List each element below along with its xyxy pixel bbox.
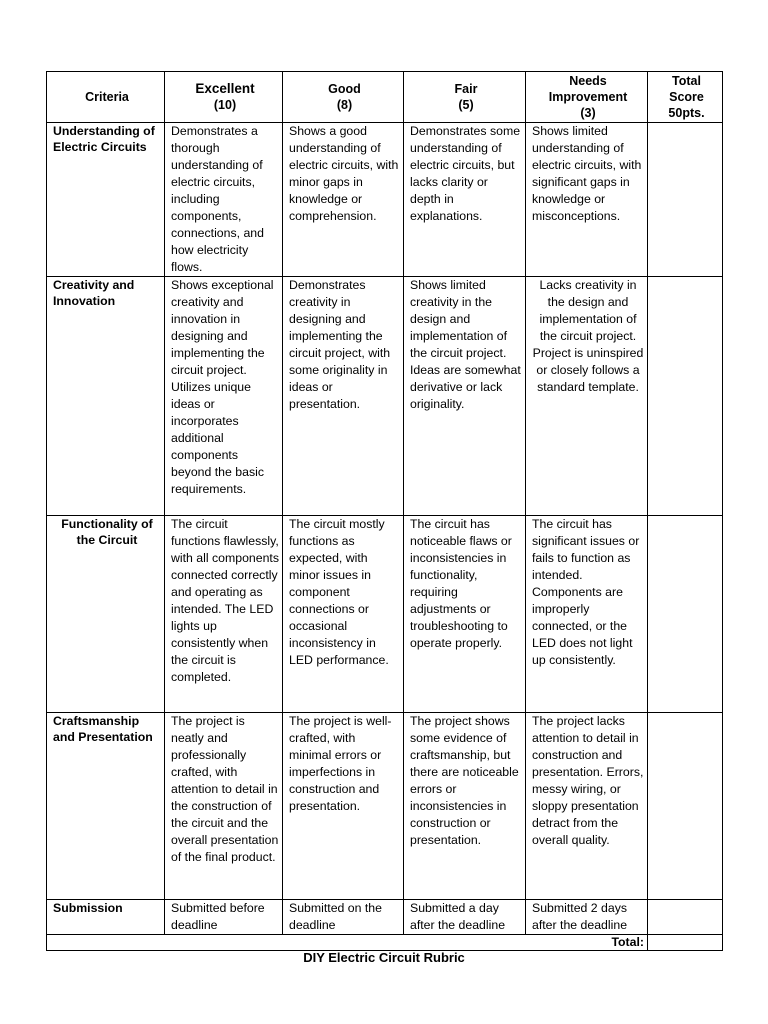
criteria-cell: Submission bbox=[47, 900, 165, 935]
excellent-cell: Shows exceptional creativity and innovation in designing and implementing the circuit project. Utilizes unique ideas or incorporates additional components beyond the basic requirements. bbox=[165, 277, 283, 516]
criteria-cell: Functionality of the Circuit bbox=[47, 516, 165, 713]
excellent-cell: Demonstrates a thorough understanding of electric circuits, including components, connections, and how electricity flows. bbox=[165, 123, 283, 277]
header-needs-improvement: Needs Improvement (3) bbox=[526, 72, 648, 123]
fair-cell: Shows limited creativity in the design and implementation of the circuit project. Ideas are somewhat derivative or lack originality. bbox=[404, 277, 526, 516]
header-excellent: Excellent (10) bbox=[165, 72, 283, 123]
table-row bbox=[47, 277, 723, 516]
document-caption: DIY Electric Circuit Rubric bbox=[303, 950, 465, 965]
criteria-cell: Understanding of Electric Circuits bbox=[47, 123, 165, 277]
excellent-cell: The circuit functions flawlessly, with all components connected correctly and operating as intended. The LED lights up consistently when the circuit is completed. bbox=[165, 516, 283, 713]
fair-cell: Submitted a day after the deadline bbox=[404, 900, 526, 935]
header-total-score: Total Score 50pts. bbox=[648, 72, 723, 123]
score-cell[interactable] bbox=[648, 123, 723, 277]
score-cell[interactable] bbox=[648, 713, 723, 900]
needs-cell: Shows limited understanding of electric circuits, with significant gaps in knowledge or misconceptions. bbox=[526, 123, 648, 277]
table-row bbox=[47, 123, 723, 277]
good-cell: The circuit mostly functions as expected, with minor issues in component connections or occasional inconsistency in LED performance. bbox=[283, 516, 404, 713]
needs-cell: Lacks creativity in the design and implementation of the circuit project. Project is uninspired or closely follows a standard template. bbox=[526, 277, 648, 516]
criteria-cell: Craftsmanship and Presentation bbox=[47, 713, 165, 900]
score-cell[interactable] bbox=[648, 277, 723, 516]
table-row bbox=[47, 713, 723, 900]
good-cell: Shows a good understanding of electric circuits, with minor gaps in knowledge or comprehension. bbox=[283, 123, 404, 277]
excellent-cell: The project is neatly and professionally crafted, with attention to detail in the construction of the circuit and the overall presentation of the final product. bbox=[165, 713, 283, 900]
total-score-cell[interactable] bbox=[648, 935, 723, 951]
score-cell[interactable] bbox=[648, 900, 723, 935]
fair-cell: The project shows some evidence of craftsmanship, but there are noticeable errors or inconsistencies in construction or presentation. bbox=[404, 713, 526, 900]
good-cell: Submitted on the deadline bbox=[283, 900, 404, 935]
header-good: Good (8) bbox=[283, 72, 404, 123]
score-cell[interactable] bbox=[648, 516, 723, 713]
criteria-cell: Creativity and Innovation bbox=[47, 277, 165, 516]
needs-cell: The project lacks attention to detail in construction and presentation. Errors, messy wiring, or sloppy presentation detract from the overall quality. bbox=[526, 713, 648, 900]
table-row bbox=[47, 516, 723, 713]
header-row bbox=[47, 72, 723, 123]
table-row bbox=[47, 900, 723, 935]
fair-cell: The circuit has noticeable flaws or inconsistencies in functionality, requiring adjustments or troubleshooting to operate properly. bbox=[404, 516, 526, 713]
total-row bbox=[47, 935, 723, 951]
rubric-table bbox=[46, 71, 723, 951]
header-fair: Fair (5) bbox=[404, 72, 526, 123]
excellent-cell: Submitted before deadline bbox=[165, 900, 283, 935]
header-criteria: Criteria bbox=[47, 72, 165, 123]
total-label: Total: bbox=[47, 935, 648, 951]
needs-cell: Submitted 2 days after the deadline bbox=[526, 900, 648, 935]
fair-cell: Demonstrates some understanding of electric circuits, but lacks clarity or depth in explanations. bbox=[404, 123, 526, 277]
good-cell: The project is well-crafted, with minimal errors or imperfections in construction and presentation. bbox=[283, 713, 404, 900]
needs-cell: The circuit has significant issues or fails to function as intended. Components are improperly connected, or the LED does not light up consistently. bbox=[526, 516, 648, 713]
good-cell: Demonstrates creativity in designing and implementing the circuit project, with some originality in ideas or presentation. bbox=[283, 277, 404, 516]
